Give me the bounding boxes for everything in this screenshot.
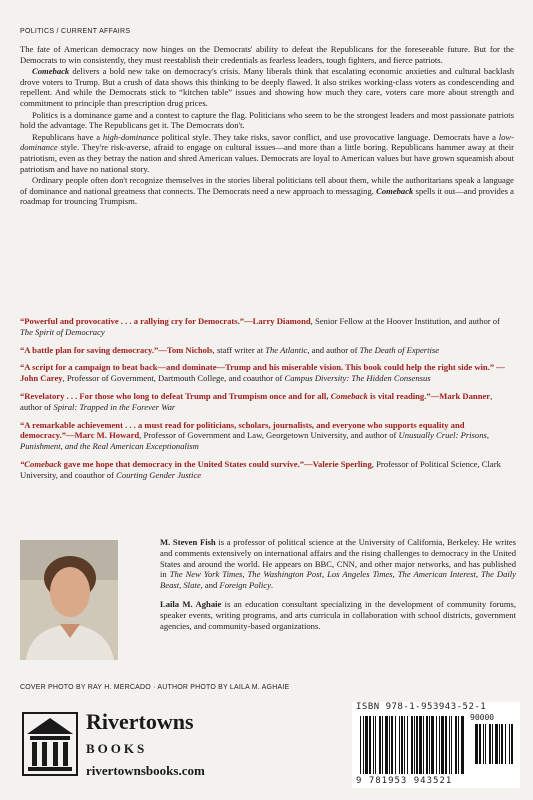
paragraph-3: Politics is a dominance game and a contest to capture the flag. Politicians who seem to be the strongest leaders and most passionate patriots hold the advantage. The Republicans get it. The Democrats don't. <box>20 109 514 131</box>
author-photo <box>20 540 118 660</box>
paragraph-5: Ordinary people often don't recognize themselves in the stories liberal politicians tell about them, while the authoritarians speak a language of dominance and national greatness that connects. The Democrats need a new approach to messaging. Comeback spells it out—and provides a roadmap for trouncing Trumpism. <box>20 175 514 207</box>
description <box>20 44 514 208</box>
isbn-label: ISBN 978-1-953943-52-1 <box>356 702 487 712</box>
ean-number: 9 781953 943521 <box>356 776 453 786</box>
publisher-name: Rivertowns <box>86 709 194 734</box>
blurb-sperling: “Comeback gave me hope that democracy in the United States could survive.”—Valerie Sperling, Professor of Political Science, Clark University, and coauthor of Courting Gender Justice <box>20 458 501 480</box>
blurb-danner: “Revelatory . . . For those who long to defeat Trump and Trumpism once and for all, Comeback is vital reading.”—Mark Danner, author of Spiral: Trapped in the Forever War <box>20 390 493 412</box>
price-code: 90000 <box>470 713 495 722</box>
paragraph-2: Comeback delivers a bold new take on democracy's crisis. Many liberals think that escalating economic anxieties and cultural backlash drove voters to Trump. But a crush of data shows this thinking to be deeply flawed. It also strikes working-class voters as condescending and repellent. And while the Democrats stick to “kitchen table” issues and showing how much they care, voters care more about strength and commitment to principle than prescription drug prices. <box>20 66 514 108</box>
paragraph-4: Republicans have a high-dominance political style. They take risks, savor conflict, and use provocative language. Democrats have a low-dominance style. They're risk-averse, afraid to engage on cultural issues—and more than a little boring. Republicans hammer away at their patriotism, even as they betray the nation and shred American values. Democrats are loyal to American values but have grown squeamish about patriotism and have no national story. <box>20 131 514 174</box>
publisher-subtitle: BOOKS <box>86 741 148 756</box>
bio-aghaie: Laila M. Aghaie is an education consultant specializing in the development of community forums, speaker events, writing programs, and arts curricula in collaboration with school districts, government agencies, and community-based organizations. <box>160 598 516 631</box>
photo-credits: COVER PHOTO BY RAY H. MERCADO · AUTHOR PHOTO BY LAILA M. AGHAIE <box>20 684 290 691</box>
publisher-url: rivertownsbooks.com <box>86 763 205 778</box>
blurb-howard: “A remarkable achievement . . . a must read for politicians, scholars, journalists, and everyone who supports equality and democracy.”—Marc M. Howard, Professor of Government and Law, Georgetown University, and author of Unusually Cruel: Prisons, Punishment, and the Real American Exceptionalism <box>20 419 489 452</box>
blurb-carey: “A script for a campaign to beat back—and dominate—Trump and his miserable vision. This book could help the right side win.” —John Carey, Professor of Government, Dartmouth College, and coauthor of Campus Diversity: The Hidden Consensus <box>20 362 505 384</box>
blurb-diamond: “Powerful and provocative . . . a rallying cry for Democrats.”—Larry Diamond, Senior Fellow at the Hoover Institution, and author of The Spirit of Democracy <box>20 316 500 337</box>
author-bios <box>160 537 516 639</box>
blurb-nichols: “A battle plan for saving democracy.”—Tom Nichols, staff writer at The Atlantic, and author of The Death of Expertise <box>20 344 440 355</box>
category-label: POLITICS / CURRENT AFFAIRS <box>20 28 131 35</box>
blurbs <box>20 316 514 488</box>
paragraph-1: The fate of American democracy now hinges on the Democrats' ability to defeat the Republicans for the foreseeable future. But for the Democrats to win consistently, they must reestablish their credentials as fearless leaders, tough fighters, and fierce patriots. <box>20 44 514 65</box>
bio-fish: M. Steven Fish is a professor of political science at the University of California, Berkeley. He writes and comments extensively on international affairs and the rising challenges to democracy in the United States and around the world. He appears on BBC, CNN, and other major networks, and has published in The New York Times, The Washington Post, Los Angeles Times, The American Interest, The Daily Beast, Slate, and Foreign Policy. <box>160 537 517 591</box>
publisher-logo-icon <box>22 712 78 776</box>
book-title: Comeback <box>32 66 70 77</box>
